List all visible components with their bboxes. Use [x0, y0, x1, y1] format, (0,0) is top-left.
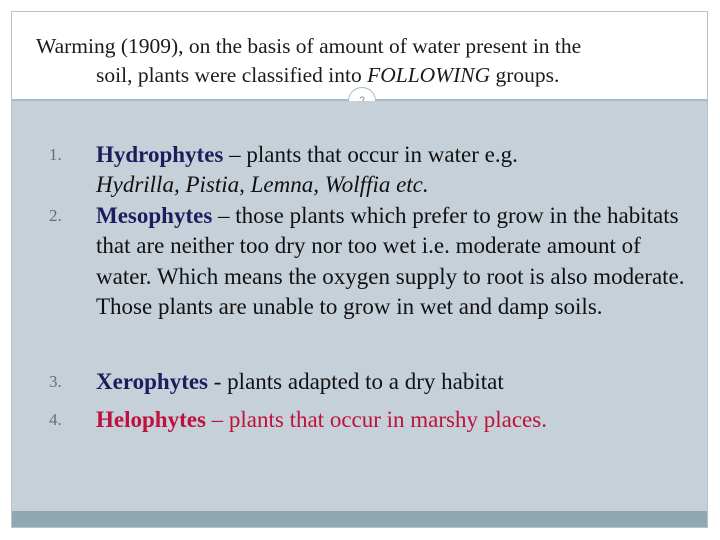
- list-number: 3.: [49, 372, 62, 391]
- term-hydrophytes: Hydrophytes: [96, 142, 224, 167]
- list-item-text: [96, 201, 696, 323]
- slide-frame: [11, 11, 708, 528]
- title-line-2: [36, 61, 686, 90]
- title-line-1: Warming (1909), on the basis of amount of water present in the: [36, 34, 582, 58]
- list-item-text: [96, 140, 696, 201]
- list-item-text: [96, 405, 696, 435]
- title-emphasis: FOLLOWING: [367, 63, 491, 87]
- title-area: [12, 12, 707, 101]
- desc-xerophytes: - plants adapted to a dry habitat: [208, 369, 504, 394]
- list-number: 1.: [49, 145, 62, 164]
- list-item-text: [96, 367, 696, 397]
- title-line-2-end: groups.: [490, 63, 560, 87]
- desc-mesophytes: – those plants which prefer to grow in the habitats that are neither too dry nor too wet i.e. moderate amount of water. Which means the oxygen supply to root is also moderate. Those plants are unable to grow in wet and damp soils.: [96, 203, 685, 320]
- desc-hydrophytes: – plants that occur in water e.g.: [223, 142, 518, 167]
- list-number: 2.: [49, 206, 62, 225]
- term-helophytes: Helophytes: [96, 407, 206, 432]
- list-number: 4.: [49, 410, 62, 429]
- title-line-2-text: soil, plants were classified into: [96, 63, 368, 87]
- species-list: Hydrilla, Pistia, Lemna, Wolffia etc.: [96, 172, 429, 198]
- slide-title: [36, 32, 686, 90]
- content-area: [12, 101, 707, 511]
- term-xerophytes: Xerophytes: [96, 369, 209, 394]
- term-mesophytes: Mesophytes: [96, 203, 213, 228]
- bottom-bar: [12, 511, 707, 527]
- desc-helophytes: – plants that occur in marshy places.: [205, 407, 547, 432]
